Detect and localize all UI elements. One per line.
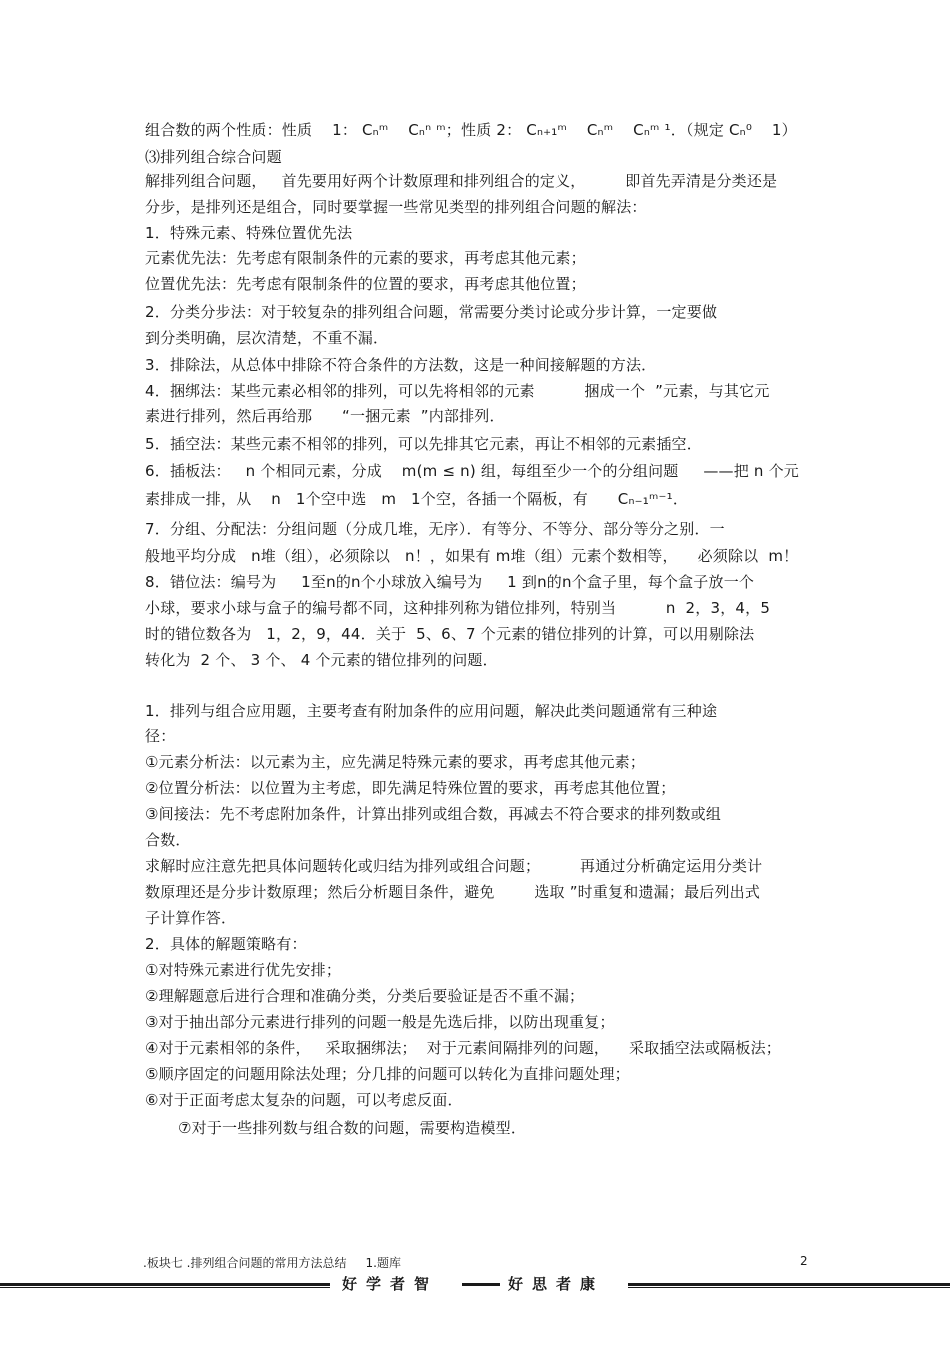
- text-line: ②位置分析法：以位置为主考虑，即先满足特殊位置的要求，再考虑其他位置；: [145, 779, 676, 797]
- text-line: ③对于抽出部分元素进行排列的问题一般是先选后排，以防出现重复；: [145, 1013, 615, 1031]
- text-line: 1．特殊元素、特殊位置优先法: [145, 224, 353, 242]
- text-line: ①对特殊元素进行优先安排；: [145, 961, 342, 979]
- text-line: ③间接法：先不考虑附加条件，计算出排列或组合数，再减去不符合要求的排列数或组: [145, 805, 722, 823]
- text-line: 求解时应注意先把具体问题转化或归结为排列或组合问题； 再通过分析确定运用分类计: [145, 857, 763, 875]
- banner-rule-right: [628, 1283, 950, 1286]
- banner-rule-right-thin: [628, 1287, 950, 1288]
- banner-rule-left-thin: [0, 1287, 330, 1288]
- text-line: 时的错位数各为 1，2，9，44．关于 5、6、7 个元素的错位排列的计算，可以用剔除法: [145, 625, 755, 643]
- text-line: 素进行排列，然后再给那 “一捆元素 ”内部排列．: [145, 407, 505, 425]
- footer-banner: [0, 1273, 950, 1295]
- text-line: 素排成一排，从 n 1个空中选 m 1个空，各插一个隔板，有 Cₙ₋₁ᵐ⁻¹．: [145, 490, 689, 508]
- text-line: 分步，是排列还是组合，同时要掌握一些常见类型的排列组合问题的解法：: [145, 198, 647, 216]
- text-line: ⑶排列组合综合问题: [145, 148, 282, 166]
- text-line: 6．插板法： n 个相同元素，分成 m(m ≤ n) 组，每组至少一个的分组问题 ——把 n 个元: [145, 462, 799, 480]
- text-line: 般地平均分成 n堆（组），必须除以 n！，如果有 m堆（组）元素个数相等， 必须除以 m！: [145, 547, 799, 565]
- page-number: 2: [800, 1254, 808, 1268]
- text-line: 小球，要求小球与盒子的编号都不同，这种排列称为错位排列，特别当 n 2，3，4，5: [145, 599, 771, 617]
- text-line: 组合数的两个性质：性质 1： Cₙᵐ Cₙⁿ ᵐ；性质 2： Cₙ₊₁ᵐ Cₙᵐ Cₙᵐ ¹．（规定 Cₙ⁰ 1）: [145, 121, 797, 139]
- text-line: ④对于元素相邻的条件， 采取捆绑法； 对于元素间隔排列的问题， 采取插空法或隔板法；: [145, 1039, 781, 1057]
- text-line: 解排列组合问题， 首先要用好两个计数原理和排列组合的定义， 即首先弄清是分类还是: [145, 172, 778, 190]
- banner-rule-middle: [462, 1283, 500, 1286]
- text-line: 径：: [145, 727, 176, 745]
- text-line: 数原理还是分步计数原理；然后分析题目条件，避免 选取 ”时重复和遗漏；最后列出式: [145, 883, 761, 901]
- footer-source: .板块七 .排列组合问题的常用方法总结 1.题库: [143, 1256, 401, 1270]
- text-line: 2．分类分步法：对于较复杂的排列组合问题，常需要分类讨论或分步计算，一定要做: [145, 303, 718, 321]
- text-line: ①元素分析法：以元素为主，应先满足特殊元素的要求，再考虑其他元素；: [145, 753, 646, 771]
- text-line: ⑦对于一些排列数与组合数的问题，需要构造模型．: [178, 1119, 527, 1137]
- slogan-left: 好学者智: [342, 1275, 439, 1293]
- text-line: 2．具体的解题策略有：: [145, 935, 307, 953]
- text-line: ⑥对于正面考虑太复杂的问题，可以考虑反面．: [145, 1091, 463, 1109]
- text-line: 合数．: [145, 831, 191, 849]
- text-line: ②理解题意后进行合理和准确分类，分类后要验证是否不重不漏；: [145, 987, 585, 1005]
- text-line: 8．错位法：编号为 1至n的n个小球放入编号为 1 到n的n个盒子里，每个盒子放一个: [145, 573, 755, 591]
- text-line: 子计算作答．: [145, 909, 237, 927]
- text-line: 5．插空法：某些元素不相邻的排列，可以先排其它元素，再让不相邻的元素插空．: [145, 435, 702, 453]
- banner-rule-left: [0, 1283, 330, 1286]
- text-line: 3．排除法，从总体中排除不符合条件的方法数，这是一种间接解题的方法．: [145, 356, 657, 374]
- text-line: ⑤顺序固定的问题用除法处理；分几排的问题可以转化为直排问题处理；: [145, 1065, 630, 1083]
- text-line: 元素优先法：先考虑有限制条件的元素的要求，再考虑其他元素；: [145, 249, 586, 267]
- slogan-right: 好思者康: [508, 1275, 605, 1293]
- text-line: 7．分组、分配法：分组问题（分成几堆，无序）．有等分、不等分、部分等分之别．一: [145, 520, 725, 538]
- text-line: 4．捆绑法：某些元素必相邻的排列，可以先将相邻的元素 捆成一个 ”元素，与其它元: [145, 382, 770, 400]
- text-line: 1．排列与组合应用题，主要考查有附加条件的应用问题，解决此类问题通常有三种途: [145, 702, 718, 720]
- text-line: 位置优先法：先考虑有限制条件的位置的要求，再考虑其他位置；: [145, 275, 586, 293]
- text-line: 到分类明确，层次清楚，不重不漏．: [145, 329, 389, 347]
- text-line: 转化为 2 个、 3 个、 4 个元素的错位排列的问题．: [145, 651, 498, 669]
